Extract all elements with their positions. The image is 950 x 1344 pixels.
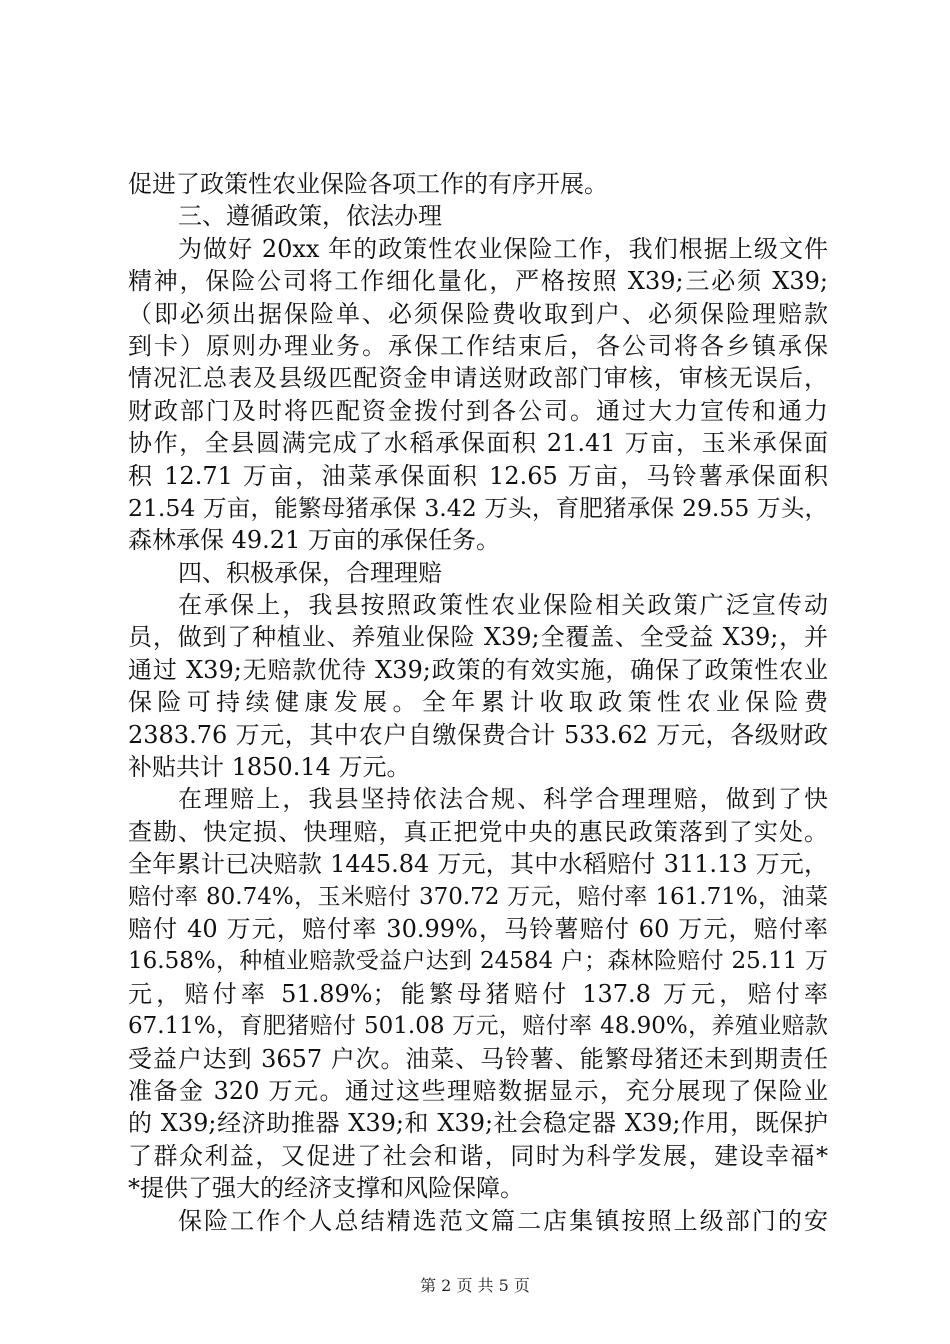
text-line: 元，赔付率 51.89%；能繁母猪赔付 137.8 万元，赔付率 — [128, 979, 828, 1008]
page-number-footer: 第 2 页 共 5 页 — [420, 1276, 530, 1295]
text-line: 全年累计已决赔款 1445.84 万元，其中水稻赔付 311.13 万元， — [128, 850, 828, 879]
text-line: 到卡）原则办理业务。承保工作结束后，各公司将各乡镇承保 — [128, 331, 828, 360]
text-line: 员，做到了种植业、养殖业保险 X39;全覆盖、全受益 X39;，并 — [128, 623, 828, 652]
text-line: 促进了政策性农业保险各项工作的有序开展。 — [128, 170, 608, 198]
text-line: 在理赔上，我县坚持依法合规、科学合理理赔，做到了快 — [178, 785, 828, 814]
text-line: 保险工作个人总结精选范文篇二店集镇按照上级部门的安 — [178, 1206, 828, 1235]
text-line: 积 12.71 万亩，油菜承保面积 12.65 万亩，马铃薯承保面积 — [128, 461, 828, 490]
text-line: 协作，全县圆满完成了水稻承保面积 21.41 万亩，玉米承保面 — [128, 429, 828, 458]
text-line: 为做好 20xx 年的政策性农业保险工作，我们根据上级文件 — [178, 234, 828, 263]
section-heading: 三、遵循政策，依法办理 — [178, 202, 442, 231]
section-heading: 四、积极承保，合理理赔 — [178, 558, 442, 587]
text-line: 森林承保 49.21 万亩的承保任务。 — [128, 526, 500, 555]
text-line: 赔付 40 万元，赔付率 30.99%，马铃薯赔付 60 万元，赔付率 — [128, 914, 828, 943]
text-line: 保险可持续健康发展。全年累计收取政策性农业保险费 — [128, 688, 828, 717]
text-line: 16.58%，种植业赔款受益户达到 24584 户；森林险赔付 25.11 万 — [128, 948, 828, 975]
text-line: 通过 X39;无赔款优待 X39;政策的有效实施，确保了政策性农业 — [128, 655, 828, 684]
text-line: 21.54 万亩，能繁母猪承保 3.42 万头，育肥猪承保 29.55 万头， — [128, 493, 828, 522]
text-line: 财政部门及时将匹配资金拨付到各公司。通过大力宣传和通力 — [128, 396, 828, 425]
text-line: 赔付率 80.74%，玉米赔付 370.72 万元，赔付率 161.71%，油菜 — [128, 883, 828, 910]
text-line: 的 X39;经济助推器 X39;和 X39;社会稳定器 X39;作用，既保护 — [128, 1109, 828, 1138]
text-line: 准备金 320 万元。通过这些理赔数据显示，充分展现了保险业 — [128, 1076, 828, 1105]
text-line: 补贴共计 1850.14 万元。 — [128, 753, 411, 782]
text-line: 查勘、快定损、快理赔，真正把党中央的惠民政策落到了实处。 — [128, 817, 828, 846]
text-line: 67.11%，育肥猪赔付 501.08 万元，赔付率 48.90%，养殖业赔款 — [128, 1013, 828, 1040]
text-line: 2383.76 万元，其中农户自缴保费合计 533.62 万元，各级财政 — [128, 720, 828, 749]
text-line: （即必须出据保险单、必须保险费收取到户、必须保险理赔款 — [128, 299, 828, 328]
text-line: 了群众利益，又促进了社会和谐，同时为科学发展，建设幸福* — [128, 1141, 828, 1170]
text-line: 在承保上，我县按照政策性农业保险相关政策广泛宣传动 — [178, 591, 828, 620]
document-body — [128, 168, 828, 1237]
text-line: 情况汇总表及县级匹配资金申请送财政部门审核，审核无误后， — [128, 364, 828, 393]
text-line: *提供了强大的经济支撑和风险保障。 — [128, 1174, 524, 1203]
text-line: 精神，保险公司将工作细化量化，严格按照 X39;三必须 X39; — [128, 267, 828, 296]
text-line: 受益户达到 3657 户次。油菜、马铃薯、能繁母猪还未到期责任 — [128, 1044, 828, 1073]
